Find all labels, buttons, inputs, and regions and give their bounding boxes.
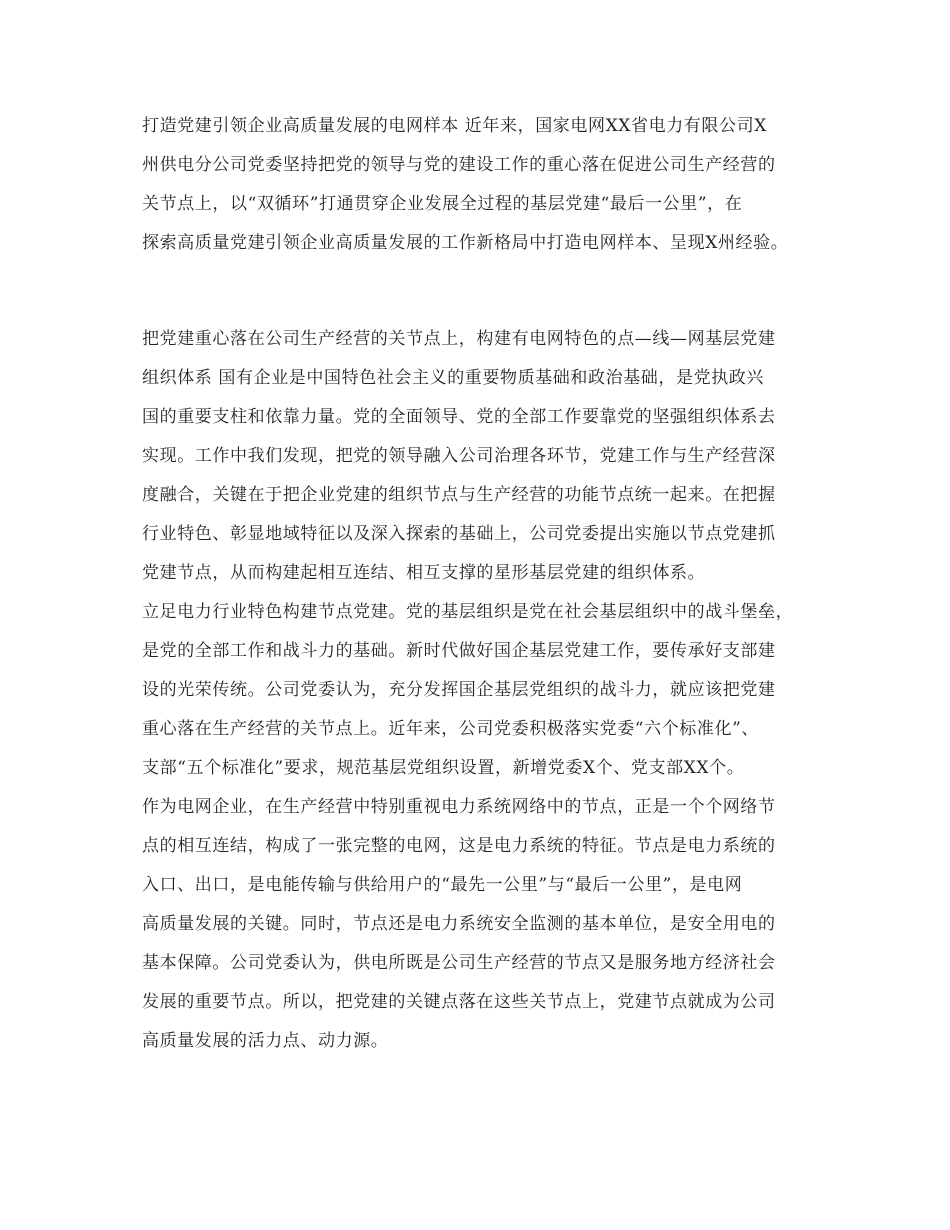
text-line: 国的重要支柱和依靠力量。党的全面领导、党的全部工作要靠党的坚强组织体系去 (142, 407, 776, 427)
text-line: 支部“五个标准化”要求，规范基层党组织设置，新增党委X个、党支部XX个。 (142, 758, 745, 778)
text-line: 行业特色、彰显地域特征以及深入探索的基础上，公司党委提出实施以节点党建抓 (142, 524, 776, 544)
text-line: 作为电网企业，在生产经营中特别重视电力系统网络中的节点，正是一个个网络节 (142, 797, 776, 817)
text-line: 高质量发展的关键。同时，节点还是电力系统安全监测的基本单位，是安全用电的 (142, 914, 776, 934)
text-line: 高质量发展的活力点、动力源。 (142, 1031, 389, 1051)
text-line: 组织体系 国有企业是中国特色社会主义的重要物质基础和政治基础，是党执政兴 (142, 368, 765, 388)
text-line: 度融合，关键在于把企业党建的组织节点与生产经营的功能节点统一起来。在把握 (142, 485, 776, 505)
text-line: 设的光荣传统。公司党委认为，充分发挥国企基层党组织的战斗力，就应该把党建 (142, 680, 776, 700)
text-line: 关节点上，以“双循环”打通贯穿企业发展全过程的基层党建“最后一公里”，在 (142, 194, 743, 214)
text-line: 实现。工作中我们发现，把党的领导融入公司治理各环节，党建工作与生产经营深 (142, 446, 776, 466)
text-line: 探索高质量党建引领企业高质量发展的工作新格局中打造电网样本、呈现X州经验。 (142, 233, 789, 253)
text-line: 立足电力行业特色构建节点党建。党的基层组织是党在社会基层组织中的战斗堡垒， (142, 602, 794, 622)
text-line: 入口、出口，是电能传输与供给用户的“最先一公里”与“最后一公里”，是电网 (142, 875, 743, 895)
text-line: 党建节点，从而构建起相互连结、相互支撑的星形基层党建的组织体系。 (142, 563, 706, 583)
text-line: 是党的全部工作和战斗力的基础。新时代做好国企基层党建工作，要传承好支部建 (142, 641, 776, 661)
text-line: 发展的重要节点。所以，把党建的关键点落在这些关节点上，党建节点就成为公司 (142, 992, 776, 1012)
text-line: 打造党建引领企业高质量发展的电网样本 近年来，国家电网XX省电力有限公司X (142, 116, 767, 136)
text-line: 基本保障。公司党委认为，供电所既是公司生产经营的节点又是服务地方经济社会 (142, 953, 776, 973)
text-line: 重心落在生产经营的关节点上。近年来，公司党委积极落实党委“六个标准化”、 (142, 719, 759, 739)
text-line: 州供电分公司党委坚持把党的领导与党的建设工作的重心落在促进公司生产经营的 (142, 155, 776, 175)
text-line: 点的相互连结，构成了一张完整的电网，这是电力系统的特征。节点是电力系统的 (142, 836, 776, 856)
text-line: 把党建重心落在公司生产经营的关节点上，构建有电网特色的点—线—网基层党建 (142, 329, 776, 349)
